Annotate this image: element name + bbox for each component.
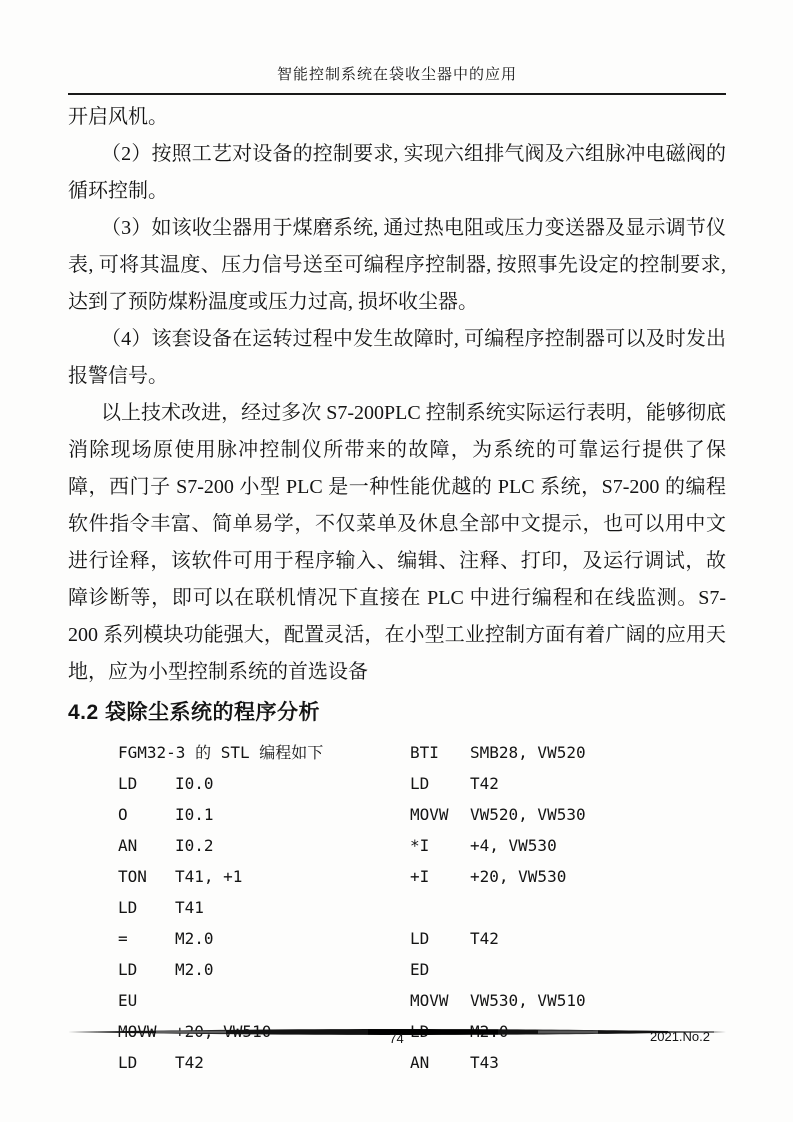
operand: T42 xyxy=(175,1053,204,1072)
code-row xyxy=(118,830,726,861)
operand: I0.2 xyxy=(175,836,214,855)
page-number: 74 xyxy=(389,1031,404,1046)
code-row xyxy=(118,737,726,768)
opcode: LD xyxy=(118,1053,138,1072)
body-text xyxy=(68,99,726,1078)
footer-rule xyxy=(68,1023,726,1031)
operand: +4, VW530 xyxy=(470,836,557,855)
operand: VW530, VW510 xyxy=(470,991,586,1010)
opcode: O xyxy=(118,805,128,824)
opcode: *I xyxy=(410,836,430,855)
operand: SMB28, VW520 xyxy=(470,743,586,762)
code-row xyxy=(118,985,726,1016)
code-row xyxy=(118,954,726,985)
operand: T42 xyxy=(470,929,499,948)
paragraph: 以上技术改进，经过多次 S7-200PLC 控制系统实际运行表明，能够彻底消除现场原使用脉冲控制仪所带来的故障，为系统的可靠运行提供了保障，西门子 S7-200 小型 PLC 是一种性能优越的 PLC 系统，S7-200 的编程软件指令丰富、简单易学，不仅菜单及休息全部中文提示，也可以用中文进行诠释，该软件可用于程序输入、编辑、注释、打印，及运行调试，故障诊断等，即可以在联机情况下直接在 PLC 中进行编程和在线监测。S7-200 系列模块功能强大，配置灵活，在小型工业控制方面有着广阔的应用天地，应为小型控制系统的首选设备 xyxy=(68,402,726,683)
operand: VW520, VW530 xyxy=(470,805,586,824)
code-row xyxy=(118,923,726,954)
operand xyxy=(470,892,726,923)
opcode: BTI xyxy=(410,743,439,762)
opcode: MOVW xyxy=(410,991,449,1010)
opcode: EU xyxy=(118,991,138,1010)
opcode: LD xyxy=(118,898,138,917)
operand: M2.0 xyxy=(175,929,214,948)
opcode: +I xyxy=(410,867,430,886)
operand xyxy=(175,737,410,768)
operand: M2.0 xyxy=(175,960,214,979)
opcode: LD xyxy=(118,960,138,979)
opcode: LD xyxy=(118,774,138,793)
opcode: = xyxy=(118,929,128,948)
operand: T41 xyxy=(175,898,204,917)
opcode: LD xyxy=(410,774,430,793)
paragraph: （3）如该收尘器用于煤磨系统, 通过热电阻或压力变送器及显示调节仪表, 可将其温度、压力信号送至可编程序控制器, 按照事先设定的控制要求, 达到了预防煤粉温度或压力过高, 损坏收尘器。 xyxy=(68,217,726,313)
operand: T41, +1 xyxy=(175,867,243,886)
operand: I0.0 xyxy=(175,774,214,793)
opcode: MOVW xyxy=(410,805,449,824)
operand: I0.1 xyxy=(175,805,214,824)
opcode xyxy=(410,892,470,923)
operand: T42 xyxy=(470,774,499,793)
code-row xyxy=(118,1047,726,1078)
opcode: ED xyxy=(410,960,430,979)
operand: +20, VW530 xyxy=(470,867,567,886)
page-header xyxy=(68,66,726,95)
paragraph: （2）按照工艺对设备的控制要求, 实现六组排气阀及六组脉冲电磁阀的循环控制。 xyxy=(68,143,726,202)
code-row xyxy=(118,861,726,892)
paragraph: （4）该套设备在运转过程中发生故障时, 可编程序控制器可以及时发出报警信号。 xyxy=(68,328,726,387)
opcode: AN xyxy=(118,836,138,855)
operand xyxy=(175,985,410,1016)
running-title: 智能控制系统在袋收尘器中的应用 xyxy=(276,67,517,83)
operand xyxy=(470,954,726,985)
section-heading: 4.2 袋除尘系统的程序分析 xyxy=(68,701,321,724)
opcode: TON xyxy=(118,867,147,886)
code-row xyxy=(118,768,726,799)
code-row xyxy=(118,799,726,830)
operand: T43 xyxy=(470,1053,499,1072)
code-row xyxy=(118,892,726,923)
code-intro: FGM32-3 的 STL 编程如下 xyxy=(118,743,324,762)
opcode: AN xyxy=(410,1053,430,1072)
paragraph: 开启风机。 xyxy=(68,106,168,128)
opcode: LD xyxy=(410,929,430,948)
issue-number: 2021.No.2 xyxy=(650,1029,710,1044)
